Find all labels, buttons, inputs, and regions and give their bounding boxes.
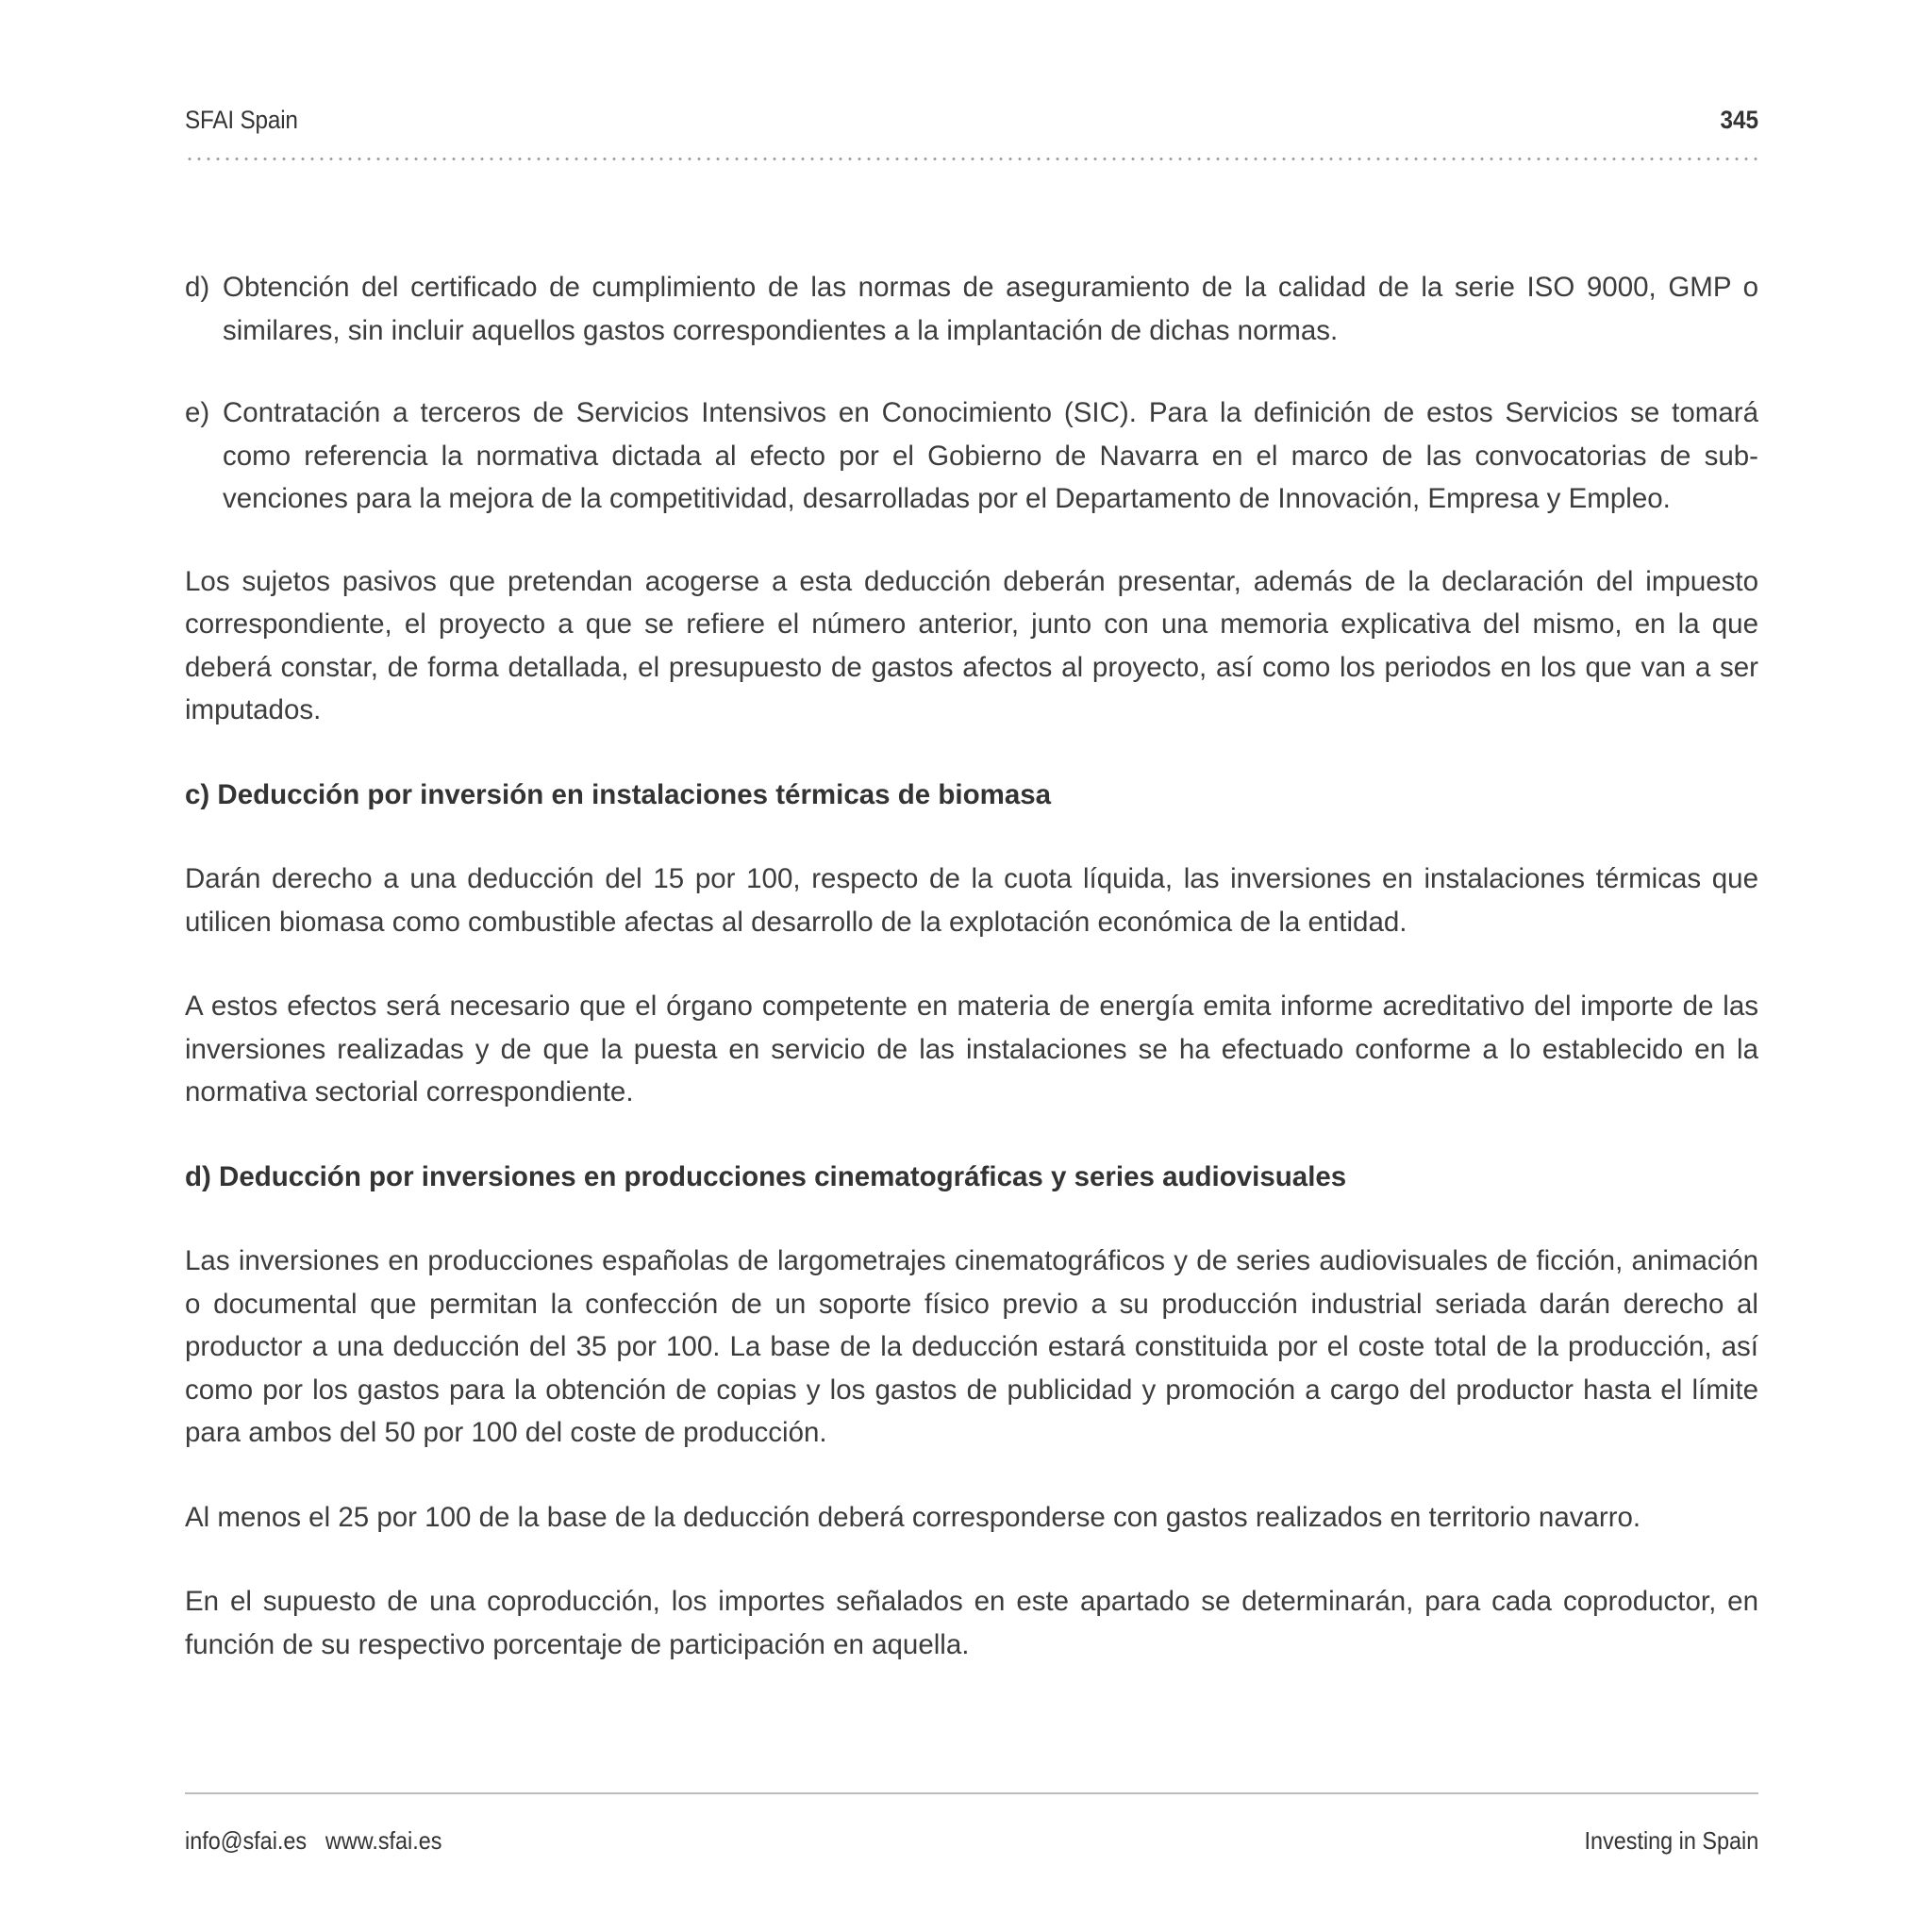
page-footer	[185, 1826, 1758, 1860]
paragraph-sujetos-pasivos: Los sujetos pasivos que pretendan acogerse a esta deducción deberán presentar, además de la declaración del impuesto correspondiente, el proyecto a que se refiere el número anterior, junto con una memoria explicativa del mismo, en la que deberá constar, de forma detallada, el presupuesto de gastos afectos al proyecto, así como los periodos en los que van a ser imputados.	[185, 565, 1758, 725]
list-item-label: d)	[185, 272, 210, 303]
page-number: 345	[1720, 106, 1758, 134]
section-heading-cine: d) Deducción por inversiones en producciones cinematográficas y series audiovisuales	[185, 1160, 1347, 1192]
header-dotted-divider	[185, 158, 1758, 160]
paragraph-cine-inversiones: Las inversiones en producciones españolas de largometrajes cinematográficos y de series audiovisuales de ficción, animación o documental que permitan la confección de un soporte físico previo a su producción industrial seriada darán derecho al productor a una deducción del 35 por 100. La base de la deducción estará constituida por el coste total de la producción, así como por los gastos para la obtención de copias y los gastos de publicidad y promoción a cargo del productor hasta el límite para ambos del 50 por 100 del coste de producción.	[185, 1245, 1758, 1448]
page-header	[185, 106, 1758, 140]
list-item-e	[185, 391, 1758, 521]
footer-tagline: Investing in Spain	[1584, 1826, 1758, 1855]
section-heading-biomasa: c) Deducción por inversión en instalaciones térmicas de biomasa	[185, 778, 1052, 810]
list-item-text: Obtención del certificado de cumplimiento de las normas de aseguramiento de la calidad de la serie ISO 9000, GMP o similares, sin incluir aquellos gastos correspondientes a la implantación de dichas normas.	[223, 272, 1758, 346]
footer-website-link[interactable]: www.sfai.es	[325, 1826, 442, 1855]
footer-contact	[185, 1826, 441, 1856]
paragraph-cine-territorio: Al menos el 25 por 100 de la base de la deducción deberá corresponderse con gastos realizados en territorio navarro.	[185, 1501, 1641, 1533]
footer-divider	[185, 1792, 1758, 1794]
list-item-text: Contratación a terceros de Servicios Intensivos en Conocimiento (SIC). Para la definición de estos Servicios se tomará como referencia la normativa dictada al efecto por el Gobierno de Navarra en el marco de las convocatorias de subvenciones para la mejora de la competitividad, desarrolladas por el Departamento de Innovación, Empresa y Empleo.	[223, 397, 1758, 514]
header-brand: SFAI Spain	[185, 106, 298, 134]
list-item-d	[185, 266, 1758, 352]
paragraph-cine-coproduccion: En el supuesto de una coproducción, los importes señalados en este apartado se determinarán, para cada coproductor, en función de su respectivo porcentaje de participación en aquella.	[185, 1586, 1758, 1660]
footer-email-link[interactable]: info@sfai.es	[185, 1826, 308, 1855]
list-item-label: e)	[185, 397, 210, 428]
page-body	[185, 266, 1758, 1707]
paragraph-biomasa-informe: A estos efectos será necesario que el órgano competente en materia de energía emita informe acreditativo del importe de las inversiones realizadas y de que la puesta en servicio de las instalaciones se ha efectuado conforme a lo establecido en la normativa sectorial correspondiente.	[185, 991, 1758, 1108]
paragraph-biomasa-deduccion: Darán derecho a una deducción del 15 por 100, respecto de la cuota líquida, las inversiones en instalaciones térmicas que utilicen biomasa como combustible afectas al desarrollo de la explotación económica de la entidad.	[185, 863, 1758, 938]
